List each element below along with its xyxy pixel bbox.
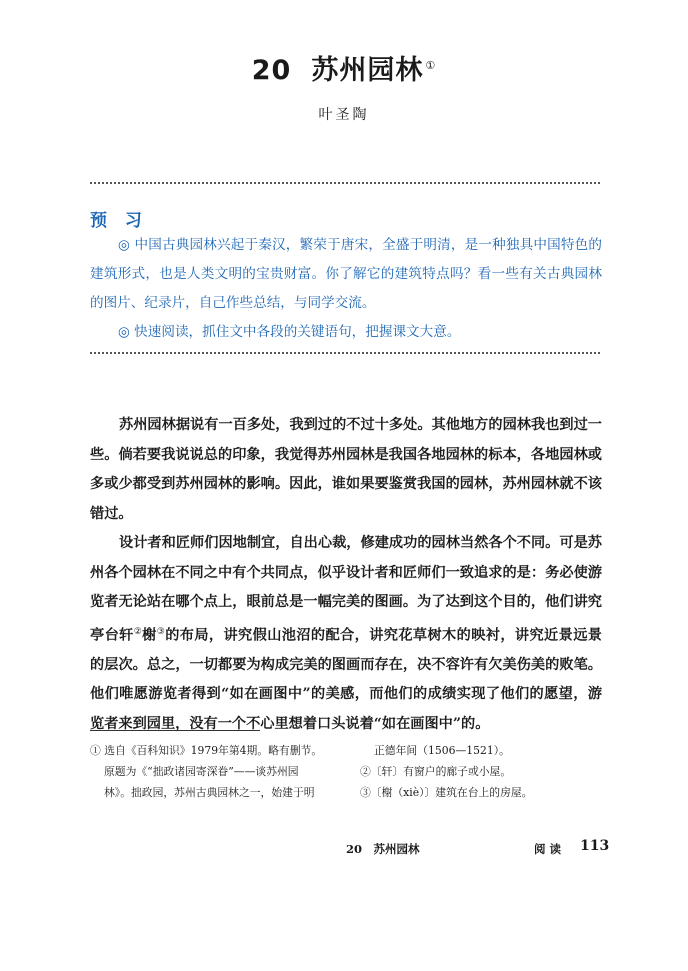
title-footnote-mark: ① <box>425 59 437 72</box>
footnotes-left <box>90 740 340 803</box>
lesson-title-text: 苏州园林 <box>311 55 424 86</box>
footnote-rule <box>90 730 260 731</box>
page-number: 113 <box>580 838 610 854</box>
section-label: 阅读 <box>534 842 565 856</box>
paragraph-text: 榭 <box>142 627 157 644</box>
paragraph: 苏州园林据说有一百多处，我到过的不过十多处。其他地方的园林我也到过一些。倘若要我说说总的印象，我觉得苏州园林是我国各地园林的标本，各地园林或多或少都受到苏州园林的影响。因此，谁如果要鉴赏我国的园林，苏州园林就不该错过。 <box>90 417 602 522</box>
footnote-line: ① 选自《百科知识》1979年第4期。略有删节。 <box>90 744 323 757</box>
footnote-line: 正德年间（1506—1521）。 <box>374 744 510 757</box>
paragraph <box>90 529 602 739</box>
footnote-line: 林》。拙政园，苏州古典园林之一，始建于明 <box>104 786 315 799</box>
dotted-divider-top <box>90 182 600 184</box>
footnote-mark: ② <box>133 626 143 637</box>
article-body <box>90 411 602 739</box>
running-title: 20 苏州园林 <box>346 842 420 856</box>
footnote-line: 原题为《“拙政诸园寄深眷”——谈苏州园 <box>104 765 299 778</box>
preview-item: ◎ 中国古典园林兴起于秦汉，繁荣于唐宋，全盛于明清，是一种独具中国特色的建筑形式，也是人类文明的宝贵财富。你了解它的建筑特点吗？看一些有关古典园林的图片、纪录片，自己作些总结，与同学交流。 <box>90 237 602 311</box>
paragraph-text: 设计者和匠师们因地制宜，自出心裁，修建成功的园林当然各个不同。可是苏州各个园林在不同之中有个共同点，似乎设计者和匠师们一致追求的是：务必使游览者无论站在哪个点上，眼前总是一幅完美的图画。为了达到这个目的，他们讲究亭台轩 <box>90 535 602 644</box>
lesson-number: 20 <box>251 55 292 86</box>
paragraph-text: 的布局，讲究假山池沼的配合，讲究花草树木的映衬，讲究近景远景的层次。总之，一切都要为构成完美的图画而存在，决不容许有欠美伤美的败笔。他们唯愿游览者得到“如在画图中”的美感，而他们的成绩实现了他们的愿望，游览者来到园里，没有一个不心里想着口头说着“如在画图中”的。 <box>90 627 602 732</box>
footnote-line: ②〔轩〕有窗户的廊子或小屋。 <box>360 765 512 778</box>
dotted-divider-bottom <box>90 352 600 354</box>
author: 叶圣陶 <box>318 107 370 123</box>
preview-item: ◎ 快速阅读，抓住文中各段的关键语句，把握课文大意。 <box>118 324 461 340</box>
preview-box <box>90 231 602 347</box>
preview-heading: 预 习 <box>90 211 148 231</box>
lesson-title <box>0 48 688 87</box>
footnote-mark: ③ <box>156 626 166 637</box>
footnotes-right <box>360 740 610 803</box>
footnote-line: ③〔榭（xiè）〕建筑在台上的房屋。 <box>360 786 533 799</box>
